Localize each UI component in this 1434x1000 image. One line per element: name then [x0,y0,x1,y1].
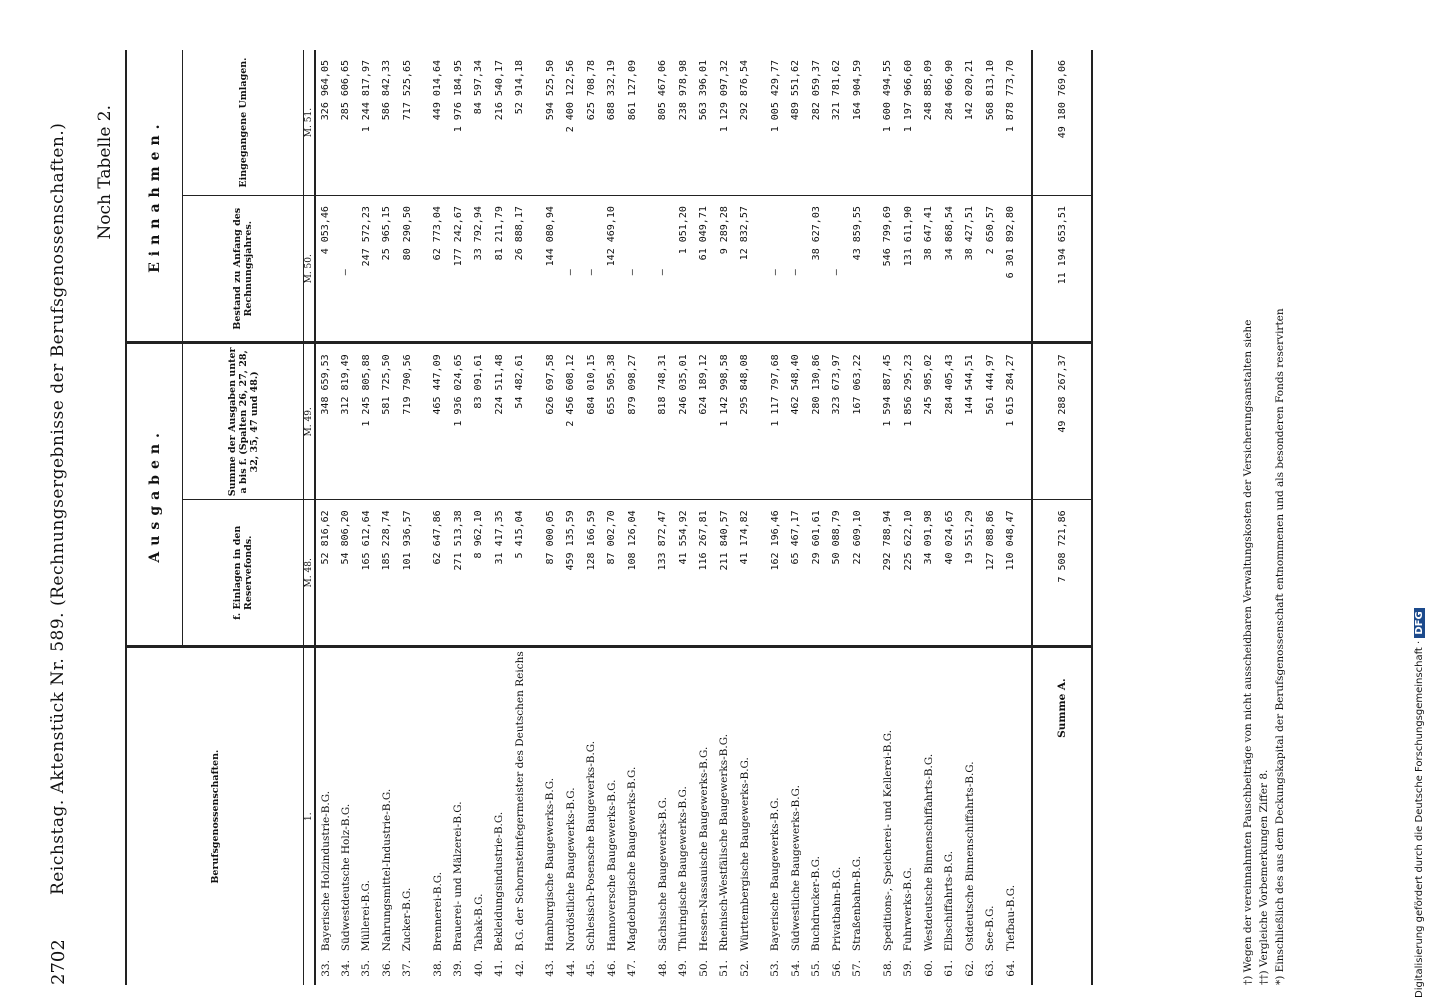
cell-summe-ausgaben: 561 444,97 [980,343,1001,500]
cell-bestand: 12 832,57 [735,196,756,343]
row-name: Thüringische Baugewerks-B.G. [677,786,690,952]
cell-bestand: 80 290,50 [397,196,418,343]
cell-bestand: — [653,196,674,343]
row-number: 40. [472,960,485,977]
table-row [489,50,510,985]
row-number: 54. [789,960,802,977]
cell-einlagen: 211 840,57 [714,500,735,647]
page-header [40,45,115,985]
row-name: Hessen-Nassauische Baugewerks-B.G. [697,746,710,952]
cell-bestand: 33 792,94 [469,196,490,343]
cell-summe-ausgaben: 1 245 805,88 [356,343,377,500]
row-name: Nahrungsmittel-Industrie-B.G. [380,788,393,952]
cell-summe-ausgaben: 245 985,02 [919,343,940,500]
row-name: Ostdeutsche Binnenschiffahrts-B.G. [963,761,976,952]
cell-einlagen: 8 962,10 [469,500,490,647]
row-number: 56. [830,960,843,977]
footnotes [1240,50,1288,985]
unit-label: M. [304,271,314,284]
cell-summe-ausgaben: 2 456 608,12 [561,343,582,500]
row-name: Tiefbau-B.G. [1004,884,1017,952]
table-row [377,50,398,985]
cell-umlagen: 688 332,19 [602,50,623,196]
row-name: Bayerische Holzindustrie-B.G. [319,790,332,952]
row-name: Speditions-, Speicherei- und Kellerei-B.G. [881,729,894,952]
cell-umlagen: 285 606,65 [336,50,357,196]
row-number: 33. [319,960,332,977]
cell-summe-ausgaben: 465 447,09 [428,343,449,500]
row-number: 48. [656,960,669,977]
cell-bestand: — [622,196,643,343]
cell-umlagen: 586 842,33 [377,50,398,196]
row-number: 61. [943,960,956,977]
row-number: 62. [963,960,976,977]
cell-bestand: — [786,196,807,343]
cell-bestand: 38 427,51 [960,196,981,343]
row-number: 51. [718,960,731,977]
group-gap [530,50,540,985]
cell-einlagen: 19 551,29 [960,500,981,647]
row-name: Buchdrucker-B.G. [810,856,823,952]
cell-bestand: — [581,196,602,343]
cell-summe-ausgaben: 626 697,58 [540,343,561,500]
cell-summe-ausgaben: 83 091,61 [469,343,490,500]
table-row [847,50,868,985]
table-subtitle: Noch Tabelle 2. [95,105,115,240]
row-number: 64. [1004,960,1017,977]
sum-summe-ausgaben: 49 288 267,37 [1032,343,1092,500]
cell-einlagen: 116 267,81 [694,500,715,647]
cell-umlagen: 1 976 184,95 [448,50,469,196]
unit-label: M. [304,575,314,588]
cell-bestand: 142 469,10 [602,196,623,343]
table-row [653,50,674,985]
table-row [336,50,357,985]
table-row [540,50,561,985]
table-row [980,50,1001,985]
cell-einlagen: 31 417,35 [489,500,510,647]
cell-umlagen: 284 066,90 [939,50,960,196]
row-name: Bayerische Baugewerks-B.G. [769,797,782,952]
row-number: 59. [902,960,915,977]
table-row [735,50,756,985]
table-row [878,50,899,985]
side-credit-text: Digitalisierung gefördert durch die Deutsche Forschungsgemeinschaft · [1414,640,1425,998]
cell-umlagen: 2 400 122,56 [561,50,582,196]
cell-bestand: — [765,196,786,343]
cell-einlagen: 54 806,20 [336,500,357,647]
table-row [397,50,418,985]
group-gap [868,50,878,985]
cell-einlagen: 5 415,04 [510,500,531,647]
cell-summe-ausgaben: 144 544,51 [960,343,981,500]
cell-summe-ausgaben: 284 405,43 [939,343,960,500]
cell-summe-ausgaben: 312 819,49 [336,343,357,500]
cell-summe-ausgaben: 167 063,22 [847,343,868,500]
rotated-content [30,45,1410,985]
dfg-logo: DFG [1414,608,1425,637]
row-name: Straßenbahn-B.G. [851,855,864,952]
col48-number: 48. [304,558,314,573]
cell-summe-ausgaben: 1 615 284,27 [1001,343,1022,500]
row-name: Brennerei-B.G. [431,871,444,952]
row-number: 37. [401,960,414,977]
cell-einlagen: 165 612,64 [356,500,377,647]
row-number: 44. [564,960,577,977]
cell-einlagen: 110 048,47 [1001,500,1022,647]
cell-umlagen: 321 781,62 [827,50,848,196]
row-number: 38. [431,960,444,977]
row-number: 53. [769,960,782,977]
col49-header: Summe der Ausgaben unter a bis f. (Spalten 26, 27, 28, 32, 35, 47 und 48.) [183,343,304,500]
row-number: 41. [493,960,506,977]
row-name: Südwestliche Baugewerks-B.G. [789,785,802,952]
cell-summe-ausgaben: 246 035,01 [673,343,694,500]
cell-umlagen: 142 020,21 [960,50,981,196]
cell-bestand: 43 859,55 [847,196,868,343]
cell-einlagen: 34 091,98 [919,500,940,647]
cell-bestand: 6 301 892,80 [1001,196,1022,343]
row-number: 35. [360,960,373,977]
row-name: Elbschiffahrts-B.G. [943,850,956,952]
cell-umlagen: 52 914,18 [510,50,531,196]
cell-bestand: 177 242,67 [448,196,469,343]
table-row [448,50,469,985]
cell-einlagen: 41 174,82 [735,500,756,647]
row-number: 60. [922,960,935,977]
sum-row [1032,50,1092,985]
footnote: *) Einschließlich des aus dem Deckungskapital der Berufsgenossenschaft entnommenen und als besonderen Fonds reservirten [1274,308,1286,985]
row-number: 36. [380,960,393,977]
group-gap [643,50,653,985]
group-gap [755,50,765,985]
col50-number: 50. [304,254,314,269]
cell-umlagen: 563 396,01 [694,50,715,196]
cell-summe-ausgaben: 818 748,31 [653,343,674,500]
cell-summe-ausgaben: 879 098,27 [622,343,643,500]
table-row [581,50,602,985]
table-row [694,50,715,985]
results-table [125,50,1093,985]
cell-umlagen: 1 600 494,55 [878,50,899,196]
unit-label: M. [304,125,314,138]
cell-summe-ausgaben: 323 673,97 [827,343,848,500]
row-name: Nordöstliche Baugewerks-B.G. [564,787,577,952]
cell-umlagen: 489 551,62 [786,50,807,196]
cell-bestand: 1 051,20 [673,196,694,343]
cell-summe-ausgaben: 462 548,40 [786,343,807,500]
table-row [673,50,694,985]
ausgaben-header: Ausgaben. [126,343,183,647]
page-title: Reichstag. Aktenstück Nr. 589. (Rechnungsergebnisse der Berufsgenossenschaften.) [48,122,68,895]
cell-umlagen: 625 708,78 [581,50,602,196]
cell-summe-ausgaben: 280 130,86 [806,343,827,500]
table-row [356,50,377,985]
row-number: 39. [452,960,465,977]
table-row [786,50,807,985]
row-name: Zucker-B.G. [401,887,414,952]
cell-umlagen: 717 525,65 [397,50,418,196]
cell-bestand: 26 888,17 [510,196,531,343]
cell-summe-ausgaben: 295 848,08 [735,343,756,500]
footnote: †) Wegen der vereinnahmten Pauschbeiträge von nicht ausscheidbaren Verwaltungskosten der Versicherungsanstalten siehe [1242,319,1254,985]
cell-bestand: 2 650,57 [980,196,1001,343]
col48-header: f. Einlagen in den Reservefonds. [183,500,304,647]
cell-einlagen: 101 936,57 [397,500,418,647]
cell-umlagen: 1 005 429,77 [765,50,786,196]
cell-einlagen: 127 088,86 [980,500,1001,647]
cell-einlagen: 29 601,61 [806,500,827,647]
table-row [510,50,531,985]
table-row [622,50,643,985]
cell-einlagen: 128 166,59 [581,500,602,647]
row-number: 63. [984,960,997,977]
row-name: B.G. der Schornsteinfegermeister des Deutschen Reichs [513,651,526,952]
table-row [561,50,582,985]
row-name: Westdeutsche Binnenschiffahrts-B.G. [922,753,935,952]
col-berufsgenossenschaften-header: Berufsgenossenschaften. [209,749,221,884]
col51-header: Eingegangene Umlagen. [183,50,304,196]
table-row [315,50,336,985]
cell-umlagen: 216 540,17 [489,50,510,196]
cell-einlagen: 50 088,79 [827,500,848,647]
cell-einlagen: 52 816,62 [315,500,336,647]
row-name: Brauerei- und Mälzerei-B.G. [452,801,465,952]
col1-number: 1. [304,812,314,821]
row-number: 45. [585,960,598,977]
cell-bestand: 131 611,90 [898,196,919,343]
cell-bestand: — [827,196,848,343]
cell-bestand: 81 211,79 [489,196,510,343]
cell-bestand: — [336,196,357,343]
cell-einlagen: 87 002,70 [602,500,623,647]
cell-bestand: 38 647,41 [919,196,940,343]
row-number: 47. [626,960,639,977]
table-row [1001,50,1022,985]
table-row [939,50,960,985]
cell-umlagen: 164 904,59 [847,50,868,196]
row-number: 55. [810,960,823,977]
row-number: 43. [544,960,557,977]
cell-bestand: 38 627,03 [806,196,827,343]
cell-einlagen: 22 609,10 [847,500,868,647]
cell-einlagen: 271 513,38 [448,500,469,647]
footnote: ††) Vergleiche Vorbemerkungen Ziffer 8. [1258,769,1270,985]
cell-umlagen: 1 244 817,97 [356,50,377,196]
row-number: 49. [677,960,690,977]
cell-einlagen: 40 024,65 [939,500,960,647]
cell-umlagen: 594 525,50 [540,50,561,196]
cell-summe-ausgaben: 348 659,53 [315,343,336,500]
cell-einlagen: 162 196,46 [765,500,786,647]
row-name: Südwestdeutsche Holz-B.G. [339,803,352,952]
table-row [428,50,449,985]
cell-umlagen: 238 978,98 [673,50,694,196]
cell-umlagen: 861 127,09 [622,50,643,196]
row-name: Bekleidungsindustrie-B.G. [493,811,506,952]
cell-umlagen: 248 885,09 [919,50,940,196]
table-row [714,50,735,985]
cell-einlagen: 62 647,86 [428,500,449,647]
cell-summe-ausgaben: 224 511,48 [489,343,510,500]
col49-number: 49. [304,407,314,422]
sum-einlagen: 7 508 721,86 [1032,500,1092,647]
sum-umlagen: 49 180 769,06 [1032,50,1092,196]
sum-bestand: 11 194 653,51 [1032,196,1092,343]
cell-summe-ausgaben: 624 189,12 [694,343,715,500]
cell-summe-ausgaben: 1 594 887,45 [878,343,899,500]
cell-umlagen: 449 014,64 [428,50,449,196]
cell-summe-ausgaben: 684 010,15 [581,343,602,500]
table-row [960,50,981,985]
cell-umlagen: 292 876,54 [735,50,756,196]
table-row [469,50,490,985]
cell-einlagen: 185 228,74 [377,500,398,647]
cell-umlagen: 1 878 773,70 [1001,50,1022,196]
col51-number: 51. [304,107,314,123]
cell-summe-ausgaben: 1 936 024,65 [448,343,469,500]
row-name: Hannoversche Baugewerks-B.G. [605,779,618,952]
row-number: 58. [881,960,894,977]
table-row [765,50,786,985]
cell-bestand: 61 049,71 [694,196,715,343]
table-row [898,50,919,985]
row-name: See-B.G. [984,905,997,952]
table-row [602,50,623,985]
cell-umlagen: 1 197 966,60 [898,50,919,196]
row-name: Schlesisch-Posensche Baugewerks-B.G. [585,740,598,952]
row-number: 57. [851,960,864,977]
cell-summe-ausgaben: 655 505,38 [602,343,623,500]
row-number: 50. [697,960,710,977]
row-number: 42. [513,960,526,977]
unit-label: M. [304,424,314,437]
cell-bestand: 9 289,28 [714,196,735,343]
side-credit [1414,8,1428,998]
cell-einlagen: 41 554,92 [673,500,694,647]
cell-einlagen: 292 788,94 [878,500,899,647]
row-name: Hamburgische Baugewerks-B.G. [544,777,557,952]
cell-bestand: 546 799,69 [878,196,899,343]
group-gap [418,50,428,985]
row-name: Magdeburgische Baugewerks-B.G. [626,766,639,952]
cell-summe-ausgaben: 719 790,56 [397,343,418,500]
row-name: Privatbahn-B.G. [830,866,843,952]
cell-bestand: 25 965,15 [377,196,398,343]
row-name: Müllerei-B.G. [360,880,373,952]
cell-umlagen: 1 129 097,32 [714,50,735,196]
cell-summe-ausgaben: 54 482,61 [510,343,531,500]
row-name: Fuhrwerks-B.G. [902,867,915,952]
row-name: Württembergische Baugewerks-B.G. [738,757,751,952]
page-number: 2702 [48,939,69,985]
cell-umlagen: 568 813,10 [980,50,1001,196]
row-name: Tabak-B.G. [472,893,485,952]
cell-bestand: — [561,196,582,343]
cell-umlagen: 84 597,34 [469,50,490,196]
row-name: Sächsische Baugewerks-B.G. [656,797,669,952]
einnahmen-header: Einnahmen. [126,50,183,343]
table-row [919,50,940,985]
sum-label: Summe A. [1056,678,1068,738]
table-row [827,50,848,985]
cell-summe-ausgaben: 1 117 797,68 [765,343,786,500]
cell-einlagen: 459 135,59 [561,500,582,647]
row-number: 34. [339,960,352,977]
cell-summe-ausgaben: 1 856 295,23 [898,343,919,500]
cell-einlagen: 65 467,17 [786,500,807,647]
cell-einlagen: 108 126,04 [622,500,643,647]
cell-bestand: 4 053,46 [315,196,336,343]
cell-summe-ausgaben: 1 142 998,58 [714,343,735,500]
cell-bestand: 247 572,23 [356,196,377,343]
cell-bestand: 34 868,54 [939,196,960,343]
table-row [806,50,827,985]
cell-bestand: 144 080,94 [540,196,561,343]
cell-einlagen: 225 622,10 [898,500,919,647]
cell-umlagen: 326 964,05 [315,50,336,196]
cell-summe-ausgaben: 581 725,50 [377,343,398,500]
cell-bestand: 62 773,04 [428,196,449,343]
col50-header: Bestand zu Anfang des Rechnungsjahres. [183,196,304,343]
cell-einlagen: 87 000,05 [540,500,561,647]
row-number: 46. [605,960,618,977]
cell-umlagen: 282 059,37 [806,50,827,196]
cell-umlagen: 805 467,06 [653,50,674,196]
row-name: Rheinisch-Westfälische Baugewerks-B.G. [718,733,731,952]
row-number: 52. [738,960,751,977]
group-gap [1021,50,1032,985]
cell-einlagen: 133 872,47 [653,500,674,647]
